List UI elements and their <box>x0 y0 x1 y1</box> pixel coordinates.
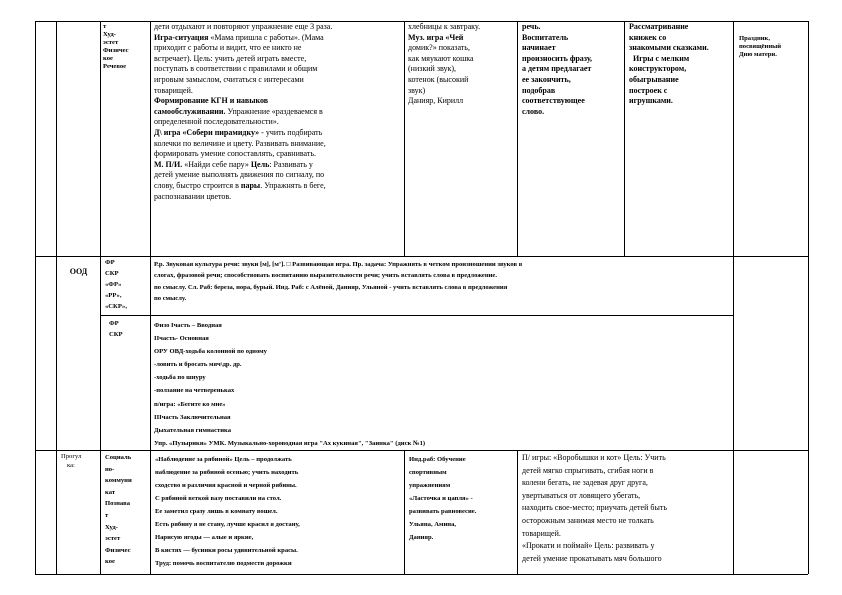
text-line: самообслуживании. Упражнение «раздеваемся в <box>154 106 323 116</box>
text-line: хлебницы к завтраку. <box>408 22 481 31</box>
text-line: товарищей. <box>154 85 193 95</box>
text-line: Формирование КГН и навыков <box>154 96 269 106</box>
text-line: Труд: помочь воспитателю подмести дорожки <box>155 560 292 567</box>
area-line: т <box>105 511 109 519</box>
top-col-music-game <box>405 21 517 256</box>
text-line: «Наблюдение за рябиной» Цель – продолжать <box>155 456 292 463</box>
top-col-books <box>625 21 733 256</box>
text-line: Инд.раб: Обучение <box>409 456 466 463</box>
text-line: ее закончить, <box>522 74 571 84</box>
text-line: Есть рябину я не стану, лучше красил я достану, <box>155 521 300 528</box>
text-line: Праздник, <box>739 35 771 42</box>
label-line: ка: <box>67 462 75 469</box>
text-line: детей умение выполнять движения по сигналу, по <box>154 170 325 180</box>
code-line: «РР», <box>105 292 122 299</box>
text-line: обыгрывание <box>629 74 679 84</box>
text-line: находить свое-место; приучать детей быть <box>522 503 667 513</box>
text-line: (низкий звук), <box>408 64 457 74</box>
text-line: формировать умение сопоставлять, сравнивать. <box>154 149 317 159</box>
side-label-line: Худ- <box>103 31 116 38</box>
text-line: произносить фразу, <box>522 53 593 63</box>
text-line: «Ласточка и цапля» - <box>409 495 473 502</box>
text-line: построек с <box>629 85 668 95</box>
text-line: звук) <box>408 85 426 95</box>
text-line: Физо Iчасть – Вводная <box>154 322 222 329</box>
area-line: кое <box>105 558 115 566</box>
text-line: увертываться от ловящего убегать, <box>522 490 641 500</box>
text-line: колени бегать, не задевая друг друга, <box>522 478 648 488</box>
text-line: распознавании цветов. <box>154 191 232 201</box>
ood-physical-lesson <box>151 316 733 450</box>
text-line: С рябиной веткой вазу поставили на стол. <box>155 495 282 502</box>
text-line: посвящённый <box>739 43 782 50</box>
table-bottom-border <box>35 574 808 575</box>
code-line: ФР <box>109 320 119 327</box>
text-line: М. П/И. «Найди себе пару» Цель: Развивать у <box>154 159 313 169</box>
side-label-line: кое <box>103 55 113 62</box>
area-line: Физичес <box>105 546 131 554</box>
area-line: Худ- <box>105 523 118 531</box>
walk-individual-work <box>405 451 517 574</box>
text-line: развивать равновесие. <box>409 508 477 515</box>
side-label-line: Физичес <box>103 47 129 54</box>
code-line: ФР <box>105 259 115 266</box>
text-line: книжек со <box>629 32 667 42</box>
area-line: но- <box>105 465 115 473</box>
walk-outdoor-games <box>518 451 733 574</box>
text-line: подобрав <box>522 85 556 95</box>
text-line: -ходьба по шнуру <box>154 374 206 382</box>
text-line: упражнениям <box>409 482 451 489</box>
area-line: кат <box>105 488 116 496</box>
area-line: коммуни <box>105 477 132 485</box>
text-line: Р.р. Звуковая культура речи: звуки [м], [м’]. □ Развивающая игра. Пр. задача: Упражнять в четком произношении звуков в <box>154 261 523 268</box>
text-line: слово. <box>522 106 545 116</box>
text-line: как мяукают кошка <box>408 53 474 63</box>
text-line: Данияр. <box>409 534 434 541</box>
text-line: детей умение прокатывать мяч большого <box>522 553 662 563</box>
side-label-line: Речевое <box>103 63 127 70</box>
text-line: п/игра: «Бегите ко мне» <box>154 400 226 408</box>
text-line: сходство и различия красной и черной рябины. <box>155 482 297 489</box>
text-line: Нарисую ягоды — алые и яркие, <box>155 534 254 541</box>
text-line: речь. <box>522 22 541 31</box>
text-line: а детям предлагает <box>522 64 592 74</box>
text-line: Ульяна, Амина, <box>409 521 457 528</box>
top-side-label <box>101 21 150 256</box>
code-line: СКР <box>105 270 119 277</box>
text-line: колечки по величине и цвету. Развивать внимание, <box>154 138 326 148</box>
text-line: Игра-ситуация «Мама пришла с работы». (Мама <box>154 32 324 42</box>
text-line: игрушками. <box>629 96 673 106</box>
text-line: слову, быстро строится в пары. Упражнять в беге, <box>154 180 326 190</box>
text-line: игровым замыслом, считаться с интересами <box>154 74 304 84</box>
code-line: «ФР» <box>105 281 122 288</box>
text-line: Данияр, Кирилл <box>408 96 464 106</box>
side-label-line: эстет <box>103 39 119 46</box>
text-line: детей мягко спрыгивать, сгибая ноги в <box>522 465 654 475</box>
text-line: осторожным занимая место не толкать <box>522 515 654 525</box>
text-line: поступать в соответствии с правилами и общим <box>154 64 318 74</box>
text-line: Упр. «Пузырики» УМК. Музыкально-хороводная игра "Ах кукиная", "Заинка" (диск №1) <box>154 439 426 447</box>
text-line: по смыслу. Сл. Раб: береза, нора, бурый. Инд. Раб: с Алёной, Данияр, Ульяной - учить вставлять слова в предложения <box>154 283 508 291</box>
ood-speech-lesson <box>151 256 733 315</box>
text-line: встречает). Цель: учить детей играть вместе, <box>154 53 307 63</box>
text-line: Дню матери. <box>739 51 777 58</box>
walk-label <box>57 451 100 481</box>
text-line: -ползание на четвереньках <box>154 387 235 395</box>
text-line: IIIчасть Заключительная <box>154 413 231 421</box>
text-line: котенок (высокий <box>408 74 469 84</box>
area-line: эстет <box>105 535 121 543</box>
text-line: конструктором, <box>629 64 687 74</box>
text-line: Дыхательная гимнастика <box>154 426 232 434</box>
text-line: Игры с мелким <box>633 53 690 63</box>
text-line: начинает <box>522 43 556 53</box>
text-line: П/ игры: «Воробышки и кот» Цель: Учить <box>522 453 666 462</box>
text-line: слогах, фразовой речи; способствовать воспитанию выразительности речи; учить вставлять слова в предложение. <box>154 272 497 280</box>
text-line: «Прокати и поймай» Цель: развивать у <box>522 541 655 551</box>
ood-r2-codes <box>101 316 150 356</box>
text-line: определенной последовательности». <box>154 117 279 127</box>
text-line: наблюдение за рябиной осенью; учить находить <box>155 469 299 476</box>
walk-observation <box>151 451 404 574</box>
text-line: соответствующее <box>522 96 585 106</box>
text-line: ОРУ ОВД-ходьба колонной по одному <box>154 348 267 356</box>
text-line: спортивным <box>409 469 447 476</box>
text-line: Ее заметил сразу лишь в комнату вошел. <box>155 508 278 515</box>
col-divider-8 <box>808 21 809 574</box>
text-line: Муз. игра «Чей <box>408 32 464 42</box>
text-line: IIчасть- Основная <box>154 335 209 343</box>
text-line: дети отдыхают и повторяют упражнение еще 3 раза. <box>154 22 333 31</box>
col-divider-0 <box>35 21 36 574</box>
text-line: по смыслу. <box>154 295 187 303</box>
side-label-line: т <box>103 23 107 30</box>
text-line: знакомыми сказками. <box>629 43 709 53</box>
text-line: приходит с работы и видит, что ее никто не <box>154 43 302 53</box>
top-col-holiday <box>734 21 808 256</box>
top-col-speech <box>518 21 624 256</box>
ood-r1-codes <box>101 256 150 315</box>
area-line: Социаль <box>105 454 132 461</box>
ood-label: ООД <box>69 267 88 276</box>
label-line: Прогул <box>61 453 82 460</box>
code-line: СКР <box>109 331 123 338</box>
code-line: «СКР», <box>105 303 127 310</box>
text-line: Д\ игра «Собери пирамидку» - учить подбирать <box>154 127 323 137</box>
area-line: Познава <box>105 500 131 508</box>
text-line: Воспитатель <box>522 32 569 42</box>
col-divider-1 <box>56 21 57 574</box>
top-main-activities <box>151 21 404 256</box>
text-line: товарищей. <box>522 528 561 538</box>
text-line: -ловить и бросать мяч\др. др. <box>154 361 242 369</box>
text-line: Рассматривание <box>629 22 689 31</box>
text-line: домик?» показать, <box>408 43 470 53</box>
text-line: В кистях — бусинки росы удивительной красы. <box>155 547 298 554</box>
walk-areas <box>101 451 150 574</box>
